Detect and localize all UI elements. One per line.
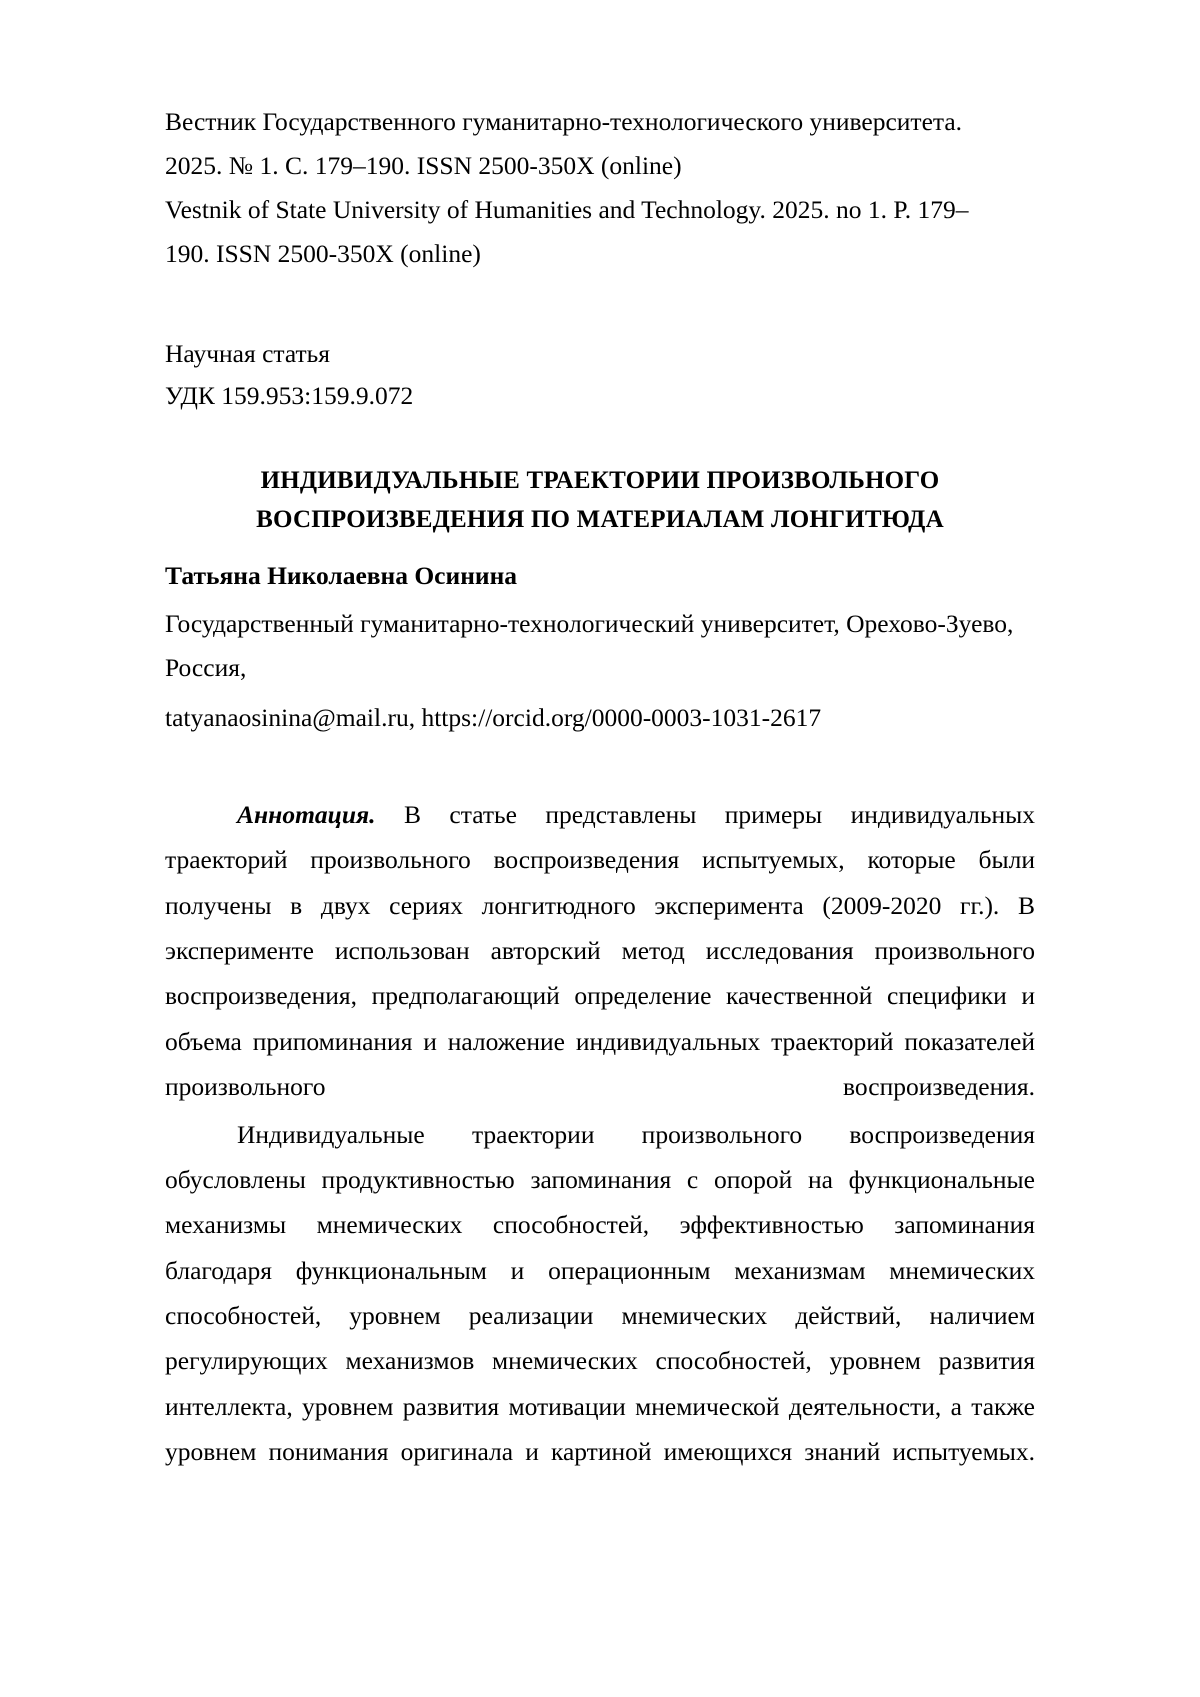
author-affiliation (165, 602, 1035, 690)
author-affiliation-line2: Россия, (165, 653, 247, 683)
article-meta (165, 333, 1035, 416)
journal-title-ru (165, 100, 1035, 188)
udc-code: УДК 159.953:159.9.072 (165, 380, 414, 410)
page-title (193, 462, 1007, 540)
journal-title-en-line2: 190. ISSN 2500-350X (online) (165, 238, 481, 268)
spacer-before-title (165, 416, 1035, 462)
abstract-paragraph-1-text: В статье представлены примеры индивидуальных траекторий произвольного воспроизведения испытуемых, которые были получены в двух сериях лонгитюдного эксперимента (2009-2020 гг.). В эксперименте использован авторский метод исследования произвольного воспроизведения, предполагающий определение качественной специфики и объема припоминания и наложение индивидуальных траекторий показателей произвольного воспроизведения. (165, 799, 1035, 1102)
journal-header (165, 100, 1035, 275)
journal-title-en (165, 188, 1035, 276)
author-contacts: tatyanaosinina@mail.ru, https://orcid.org/0000-0003-1031-2617 (165, 703, 822, 733)
journal-title-en-line1: Vestnik of State University of Humanities and Technology. 2025. no 1. P. 179– (165, 194, 969, 224)
journal-title-ru-line2: 2025. № 1. С. 179–190. ISSN 2500-350X (online) (165, 150, 682, 180)
abstract-paragraph-1 (165, 792, 1035, 1110)
page-title-line2: ВОСПРОИЗВЕДЕНИЯ ПО МАТЕРИАЛАМ ЛОНГИТЮДА (256, 505, 944, 533)
page-title-line1: ИНДИВИДУАЛЬНЫЕ ТРАЕКТОРИИ ПРОИЗВОЛЬНОГО (260, 467, 940, 495)
spacer-after-journal (165, 275, 1035, 333)
abstract-section (165, 792, 1035, 1475)
article-type: Научная статья (165, 339, 331, 369)
abstract-paragraph-2: Индивидуальные траектории произвольного воспроизведения обусловлены продуктивностью запоминания с опорой на функциональные механизмы мнемических способностей, эффективностью запоминания благодаря функциональным и операционным механизмам мнемических способностей, уровнем реализации мнемических действий, наличием регулирующих механизмов мнемических способностей, уровнем развития интеллекта, уровнем развития мотивации мнемической деятельности, а также уровнем понимания оригинала и картиной имеющихся знаний испытуемых. (165, 1119, 1035, 1467)
author-name: Татьяна Николаевна Осинина (165, 560, 518, 590)
journal-title-ru-line1: Вестник Государственного гуманитарно-технологического университета. (165, 107, 963, 136)
abstract-label: Аннотация. (237, 799, 376, 829)
author-affiliation-line1: Государственный гуманитарно-технологический университет, Орехово-Зуево, (165, 609, 1014, 639)
